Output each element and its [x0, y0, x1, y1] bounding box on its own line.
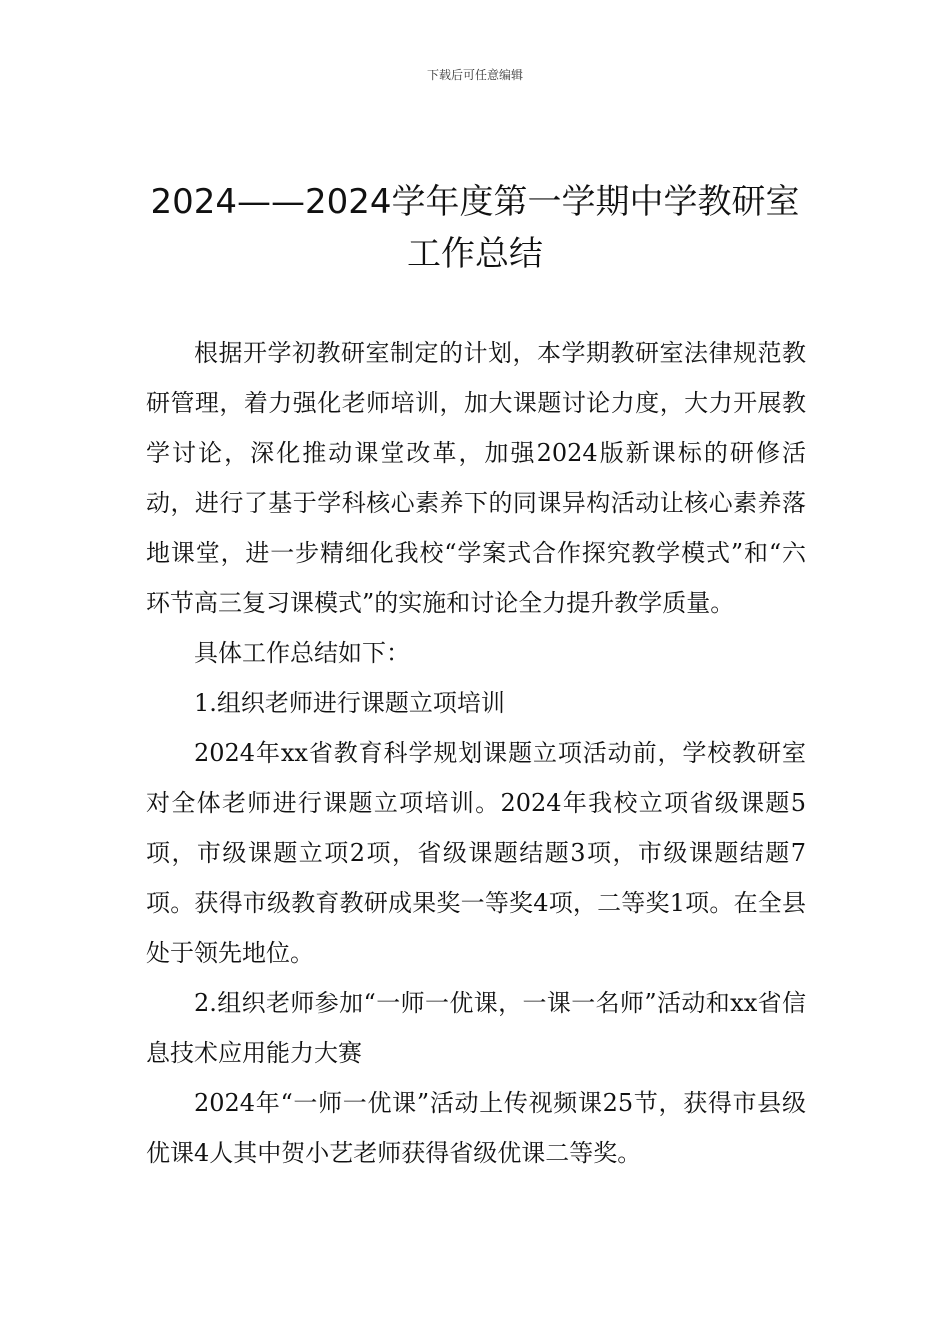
paragraph-section-1: 2024年xx省教育科学规划课题立项活动前，学校教研室对全体老师进行课题立项培训。2024年我校立项省级课题5项，市级课题立项2项，省级课题结题3项，市级课题结题7项。获得市级教育教研成果奖一等奖4项，二等奖1项。在全县处于领先地位。 [146, 739, 806, 967]
title-line-2: 工作总结 [407, 234, 543, 274]
section-heading-2: 2.组织老师参加“一师一优课，一课一名师”活动和xx省信息技术应用能力大赛 [146, 989, 806, 1067]
paragraph-intro: 根据开学初教研室制定的计划，本学期教研室法律规范教研管理，着力强化老师培训，加大课题讨论力度，大力开展教学讨论，深化推动课堂改革，加强2024版新课标的研修活动，进行了基于学科核心素养下的同课异构活动让核心素养落地课堂，进一步精细化我校“学案式合作探究教学模式”和“六环节高三复习课模式”的实施和讨论全力提升教学质量。 [146, 339, 806, 617]
paragraph-summary-lead: 具体工作总结如下： [194, 639, 410, 667]
section-heading-1: 1.组织老师进行课题立项培训 [194, 689, 505, 717]
header-note: 下载后可任意编辑 [426, 68, 523, 82]
paragraph-section-2: 2024年“一师一优课”活动上传视频课25节，获得市县级优课4人其中贺小艺老师获得省级优课二等奖。 [146, 1089, 806, 1167]
document-title [100, 176, 850, 280]
document-body [146, 328, 806, 1178]
title-line-1: 2024——2024学年度第一学期中学教研室 [150, 182, 800, 222]
